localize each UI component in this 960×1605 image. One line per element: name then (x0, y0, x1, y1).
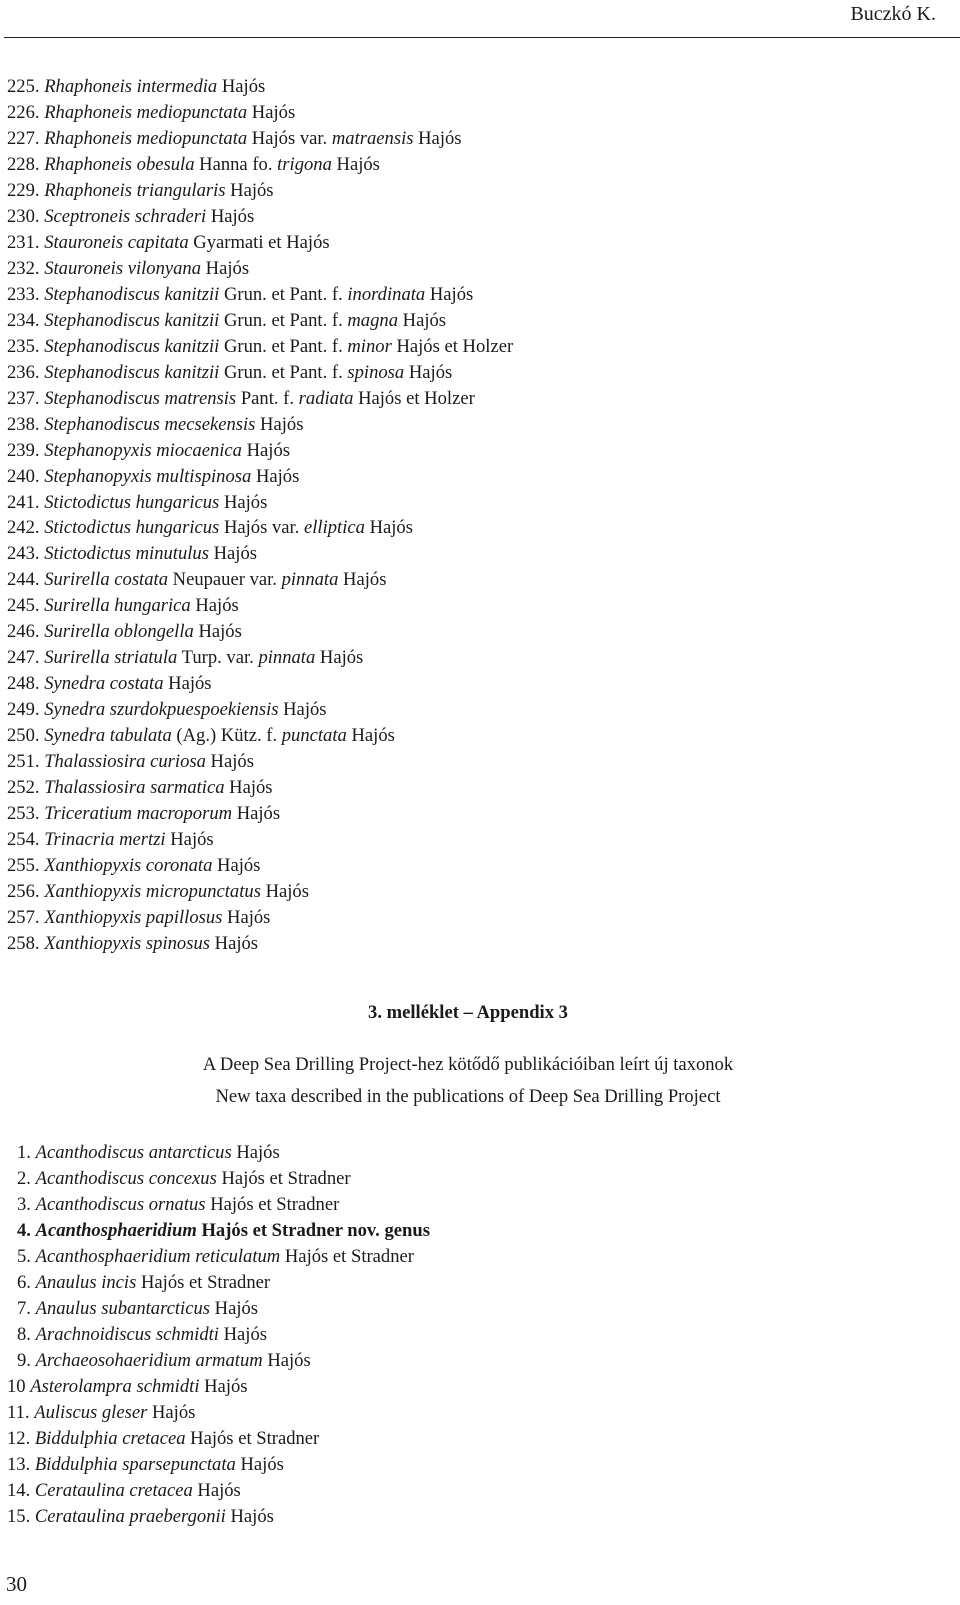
list-item (7, 308, 513, 334)
list-item (7, 126, 513, 152)
entry-number: 15. (7, 1505, 31, 1527)
entry-number: 241. (7, 491, 40, 513)
taxon-name: Stictodictus hungaricus (44, 517, 220, 539)
taxon-author: Pant. f. (236, 387, 299, 409)
taxon-name: Xanthiopyxis papillosus (44, 907, 223, 928)
taxon-name: Anaulus subantarcticus (35, 1297, 211, 1319)
taxon-name: Stictodictus hungaricus (44, 491, 220, 513)
infraspecific-name: trigona (277, 153, 332, 175)
taxon-author: Grun. et Pant. f. (219, 335, 348, 357)
entry-number: 232. (7, 257, 40, 279)
taxon-name: Rhaphoneis mediopunctata (44, 127, 248, 149)
list-item (7, 152, 513, 178)
list-item (7, 1140, 430, 1166)
entry-number: 244. (7, 569, 40, 591)
taxon-name: Sceptroneis schraderi (44, 205, 207, 227)
entry-number: 248. (7, 673, 40, 695)
taxon-author: Hajós (210, 1297, 259, 1319)
infraspecific-name: punctata (281, 725, 347, 747)
list-item (7, 386, 513, 412)
entry-number: 238. (7, 413, 40, 435)
list-item (7, 100, 513, 126)
list-item (7, 593, 513, 619)
taxon-author: Hajós et Stradner (185, 1427, 320, 1449)
infraspecific-author: Hajós (425, 283, 474, 305)
list-item (7, 1478, 430, 1504)
taxa-list-1 (7, 74, 513, 957)
list-item (7, 490, 513, 516)
list-item (7, 438, 513, 464)
entry-number: 6. (17, 1271, 31, 1293)
taxon-name: Acanthodiscus antarcticus (35, 1142, 232, 1163)
entry-number: 8. (17, 1323, 31, 1345)
taxon-author: Hajós (278, 699, 327, 721)
list-item (7, 1244, 430, 1270)
taxon-name: Stephanodiscus kanitzii (44, 361, 220, 383)
taxon-author: Grun. et Pant. f. (219, 361, 348, 383)
infraspecific-author: Hajós (364, 517, 413, 539)
list-item (7, 1374, 430, 1400)
taxon-name: Auliscus gleser (34, 1401, 148, 1423)
taxon-author: Hajós (210, 932, 259, 954)
entry-number: 4. (17, 1219, 31, 1241)
taxon-name: Synedra szurdokpuespoekiensis (44, 699, 279, 721)
taxon-name: Cerataulina praebergonii (34, 1505, 226, 1527)
taxon-author: Hajós (212, 855, 261, 877)
entry-number: 14. (7, 1479, 31, 1501)
entry-number: 236. (7, 361, 40, 383)
entry-number: 234. (7, 309, 40, 331)
taxon-name: Surirella hungarica (44, 595, 191, 617)
entry-number: 9. (17, 1349, 31, 1371)
entry-number: 239. (7, 439, 40, 461)
taxon-name: Surirella costata (44, 569, 168, 591)
taxon-name: Rhaphoneis mediopunctata (44, 101, 248, 123)
taxon-author: Hajós (231, 1142, 280, 1163)
infraspecific-author: Hajós (346, 725, 395, 747)
taxon-name: Stictodictus minutulus (44, 543, 209, 565)
entry-number: 258. (7, 932, 40, 954)
entry-number: 255. (7, 855, 40, 877)
taxon-author: Hajós (208, 543, 257, 565)
infraspecific-author: Hajós (398, 309, 447, 331)
taxon-author: Grun. et Pant. f. (219, 309, 348, 331)
taxon-author: Hajós (163, 673, 212, 695)
infraspecific-name: pinnata (281, 569, 339, 591)
taxon-name: Surirella striatula (44, 647, 178, 669)
taxon-name: Stephanopyxis multispinosa (44, 465, 252, 487)
entry-number: 226. (7, 101, 40, 123)
list-item (7, 697, 513, 723)
list-item (7, 749, 513, 775)
taxon-name: Rhaphoneis triangularis (44, 179, 226, 201)
list-item (7, 1452, 430, 1478)
list-item (7, 74, 513, 100)
taxon-author: Hajós (192, 1479, 241, 1501)
infraspecific-author: Hajós (404, 361, 453, 383)
list-item (7, 775, 513, 801)
taxon-author: Hajós (199, 1375, 248, 1397)
taxon-author: Hajós (262, 1349, 311, 1371)
taxon-name: Thalassiosira sarmatica (44, 777, 225, 799)
list-item (7, 1426, 430, 1452)
entry-number: 13. (7, 1453, 31, 1475)
taxon-name: Acanthodiscus ornatus (35, 1193, 206, 1215)
infraspecific-author: Hajós (413, 127, 462, 149)
taxon-author: Hajós (251, 465, 300, 487)
list-item (7, 645, 513, 671)
taxon-author: Hajós (218, 1323, 267, 1345)
taxon-name: Stauroneis vilonyana (44, 257, 202, 279)
entry-number: 5. (17, 1245, 31, 1267)
entry-number: 12. (7, 1427, 31, 1449)
list-item (7, 1504, 430, 1530)
taxon-author: Hajós (205, 751, 254, 773)
entry-number: 253. (7, 803, 40, 825)
taxon-author: Gyarmati et Hajós (188, 231, 330, 253)
list-item (7, 671, 513, 697)
infraspecific-name: elliptica (304, 517, 365, 539)
list-item (7, 879, 513, 905)
list-item (7, 1218, 430, 1244)
taxon-author: Hajós (217, 76, 266, 97)
taxon-name: Arachnoidiscus schmidti (35, 1323, 219, 1345)
list-item (7, 801, 513, 827)
entry-number: 246. (7, 621, 40, 643)
taxon-name: Synedra tabulata (44, 725, 172, 747)
infraspecific-author: Hajós (315, 647, 364, 669)
taxon-author: Hajós et Stradner (216, 1167, 351, 1189)
taxon-name: Archaeosohaeridium armatum (35, 1349, 263, 1371)
taxon-author: Hajós et Stradner (136, 1271, 271, 1293)
taxon-author: Hajós (260, 881, 309, 903)
taxon-name: Stephanodiscus kanitzii (44, 283, 220, 305)
taxon-name: Acanthosphaeridium (35, 1219, 197, 1241)
taxon-name: Acanthodiscus concexus (35, 1167, 217, 1189)
list-item (7, 256, 513, 282)
taxon-author: Hajós (201, 257, 250, 279)
taxon-author: Hajós (224, 777, 273, 799)
entry-number: 257. (7, 907, 40, 928)
taxon-author: Hajós (225, 179, 274, 201)
taxon-author: Hajós (235, 1453, 284, 1475)
taxon-author: Hajós var. (219, 517, 304, 539)
infraspecific-name: spinosa (347, 361, 405, 383)
taxon-name: Xanthiopyxis spinosus (44, 932, 210, 954)
list-item (7, 204, 513, 230)
taxon-name: Stephanodiscus matrensis (44, 387, 237, 409)
taxon-name: Xanthiopyxis coronata (44, 855, 213, 877)
taxon-name: Triceratium macroporum (44, 803, 233, 825)
infraspecific-author: Hajós (331, 153, 380, 175)
taxon-author: Hanna fo. (194, 153, 278, 175)
taxon-author: Hajós (190, 595, 239, 617)
entry-number: 225. (7, 76, 40, 97)
taxon-name: Rhaphoneis intermedia (44, 76, 218, 97)
entry-number: 250. (7, 725, 40, 747)
entry-number: 11. (7, 1401, 30, 1423)
list-item (7, 1400, 430, 1426)
list-item (7, 412, 513, 438)
list-item (7, 853, 513, 879)
taxon-author: Hajós (232, 803, 281, 825)
entry-number: 237. (7, 387, 40, 409)
list-item (7, 282, 513, 308)
list-item (7, 1270, 430, 1296)
entry-number: 243. (7, 543, 40, 565)
entry-number: 229. (7, 179, 40, 201)
entry-number: 240. (7, 465, 40, 487)
taxon-name: Rhaphoneis obesula (44, 153, 195, 175)
header-author: Buczkó K. (850, 3, 936, 25)
taxon-author: Hajós (147, 1401, 196, 1423)
infraspecific-name: pinnata (258, 647, 316, 669)
entry-number: 245. (7, 595, 40, 617)
infraspecific-author: Hajós (338, 569, 387, 591)
list-item (7, 334, 513, 360)
infraspecific-author: Hajós et Holzer (353, 387, 475, 409)
taxon-author: Hajós (255, 413, 304, 435)
infraspecific-name: magna (347, 309, 398, 331)
taxon-name: Thalassiosira curiosa (44, 751, 206, 773)
taxon-name: Anaulus incis (35, 1271, 137, 1293)
list-item (7, 1296, 430, 1322)
taxon-name: Stephanopyxis miocaenica (44, 439, 242, 461)
entry-number: 242. (7, 517, 40, 539)
entry-number: 235. (7, 335, 40, 357)
list-item (7, 931, 513, 957)
taxon-author: Hajós (165, 829, 214, 851)
taxon-author: Hajós (247, 101, 296, 123)
taxon-author: Hajós (222, 907, 271, 928)
taxon-author: Hajós (206, 205, 255, 227)
taxon-author: Hajós (219, 491, 268, 513)
taxon-author: Hajós (241, 439, 290, 461)
taxon-author: Turp. var. (177, 647, 259, 669)
infraspecific-author: Hajós et Holzer (391, 335, 514, 357)
list-item (7, 1192, 430, 1218)
taxon-author: Hajós (193, 621, 242, 643)
entry-number: 3. (17, 1193, 31, 1215)
entry-number: 231. (7, 231, 40, 253)
infraspecific-name: minor (347, 335, 392, 357)
list-item (7, 723, 513, 749)
entry-number: 256. (7, 881, 40, 903)
taxon-name: Synedra costata (44, 673, 164, 695)
list-item (7, 178, 513, 204)
list-item (7, 541, 513, 567)
list-item (7, 360, 513, 386)
entry-number: 227. (7, 127, 40, 149)
taxon-name: Xanthiopyxis micropunctatus (44, 881, 261, 903)
entry-number: 247. (7, 647, 40, 669)
taxon-name: Surirella oblongella (44, 621, 194, 643)
entry-number: 2. (17, 1167, 31, 1189)
infraspecific-name: radiata (298, 387, 354, 409)
appendix-title: 3. melléklet – Appendix 3 (368, 1002, 568, 1023)
list-item (7, 619, 513, 645)
list-item (7, 1322, 430, 1348)
entry-number: 230. (7, 205, 40, 227)
taxon-author: (Ag.) Kütz. f. (171, 725, 282, 747)
taxa-list-2 (7, 1140, 430, 1530)
appendix-subtitle-english: New taxa described in the publications of Deep Sea Drilling Project (215, 1086, 721, 1107)
taxon-author: Hajós (225, 1505, 274, 1527)
taxon-author: Hajós et Stradner (280, 1245, 414, 1267)
taxon-name: Stephanodiscus kanitzii (44, 309, 220, 331)
entry-number: 254. (7, 829, 40, 851)
taxon-name: Stephanodiscus kanitzii (44, 335, 220, 357)
appendix-subtitle-hungarian: A Deep Sea Drilling Project-hez kötődő publikációiban leírt új taxonok (202, 1054, 734, 1075)
entry-number: 233. (7, 283, 40, 305)
list-item (7, 827, 513, 853)
taxon-author: Grun. et Pant. f. (219, 283, 348, 305)
infraspecific-name: matraensis (331, 127, 414, 149)
entry-number: 251. (7, 751, 40, 773)
taxon-name: Acanthosphaeridium reticulatum (35, 1245, 281, 1267)
taxon-name: Biddulphia cretacea (34, 1427, 186, 1449)
taxon-author: Neupauer var. (168, 569, 282, 591)
taxon-name: Stephanodiscus mecsekensis (44, 413, 256, 435)
page-number: 30 (6, 1572, 27, 1596)
list-item (7, 464, 513, 490)
taxon-name: Asterolampra schmidti (30, 1375, 200, 1397)
list-item (7, 230, 513, 256)
taxon-name: Trinacria mertzi (44, 829, 166, 851)
taxon-author: Hajós et Stradner (205, 1193, 340, 1215)
taxon-name: Stauroneis capitata (44, 231, 189, 253)
list-item (7, 1348, 430, 1374)
taxon-name: Biddulphia sparsepunctata (34, 1453, 236, 1475)
infraspecific-name: inordinata (347, 283, 426, 305)
taxon-author: Hajós var. (247, 127, 332, 149)
entry-number: 252. (7, 777, 40, 799)
list-item (7, 567, 513, 593)
taxon-name: Cerataulina cretacea (34, 1479, 193, 1501)
entry-number: 7. (17, 1297, 31, 1319)
list-item (7, 515, 513, 541)
taxon-author: Hajós et Stradner nov. genus (196, 1219, 430, 1241)
list-item (7, 905, 513, 931)
header-rule (4, 37, 960, 38)
entry-number: 228. (7, 153, 40, 175)
entry-number: 10 (7, 1375, 26, 1397)
list-item (7, 1166, 430, 1192)
entry-number: 249. (7, 699, 40, 721)
entry-number: 1. (17, 1142, 31, 1163)
